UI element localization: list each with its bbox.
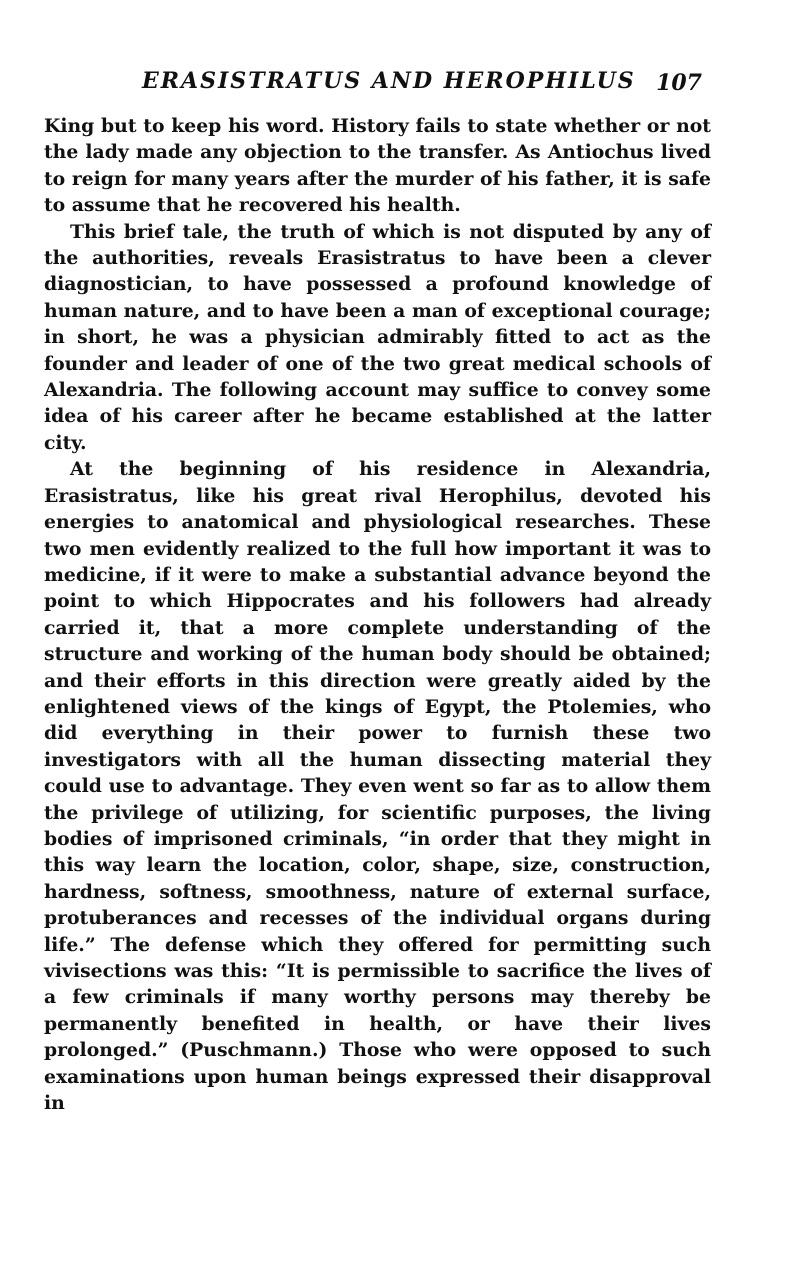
paragraph-1: King but to keep his word. History fails to state whether or not the lady made any objection to the transfer. As Antiochus lived to reign for many years after the murder of his father, it is safe to assume that he recovered his health. [44, 115, 711, 217]
running-head [142, 64, 702, 104]
body-text [44, 113, 711, 1116]
page-number: 107 [656, 70, 702, 96]
running-title: ERASISTRATUS AND HEROPHILUS [142, 68, 636, 94]
paragraph-2: This brief tale, the truth of which is not disputed by any of the authorities, reveals Erasistratus to have been a clever diagnostician, to have possessed a profound knowledge of human nature, and to have been a man of exceptional courage; in short, he was a physician admirably fitted to act as the founder and leader of one of the two great medical schools of Alexandria. The following account may suffice to convey some idea of his career after he became established at the latter city. [44, 220, 711, 454]
paragraph-3: At the beginning of his residence in Alexandria, Erasistratus, like his great rival Herophilus, devoted his energies to anatomical and physiological researches. These two men evidently realized to the full how important it was to medicine, if it were to make a substantial advance beyond the point to which Hippocrates and his followers had already carried it, that a more complete understanding of the structure and working of the human body should be obtained; and their efforts in this direction were greatly aided by the enlightened views of the kings of Egypt, the Ptolemies, who did everything in their power to furnish these two investigators with all the human dissecting material they could use to advantage. They even went so far as to allow them the privilege of utilizing, for scientific purposes, the living bodies of imprisoned criminals, “in order that they might in this way learn the location, color, shape, size, construction, hardness, softness, smoothness, nature of external surface, protuberances and recesses of the individual organs during life.” The defense which they offered for permitting such vivisections was this: “It is permissible to sacrifice the lives of a few criminals if many worthy persons may thereby be permanently benefited in health, or have their lives prolonged.” (Puschmann.) Those who were opposed to such examinations upon human beings expressed their disapproval in [44, 458, 711, 1115]
